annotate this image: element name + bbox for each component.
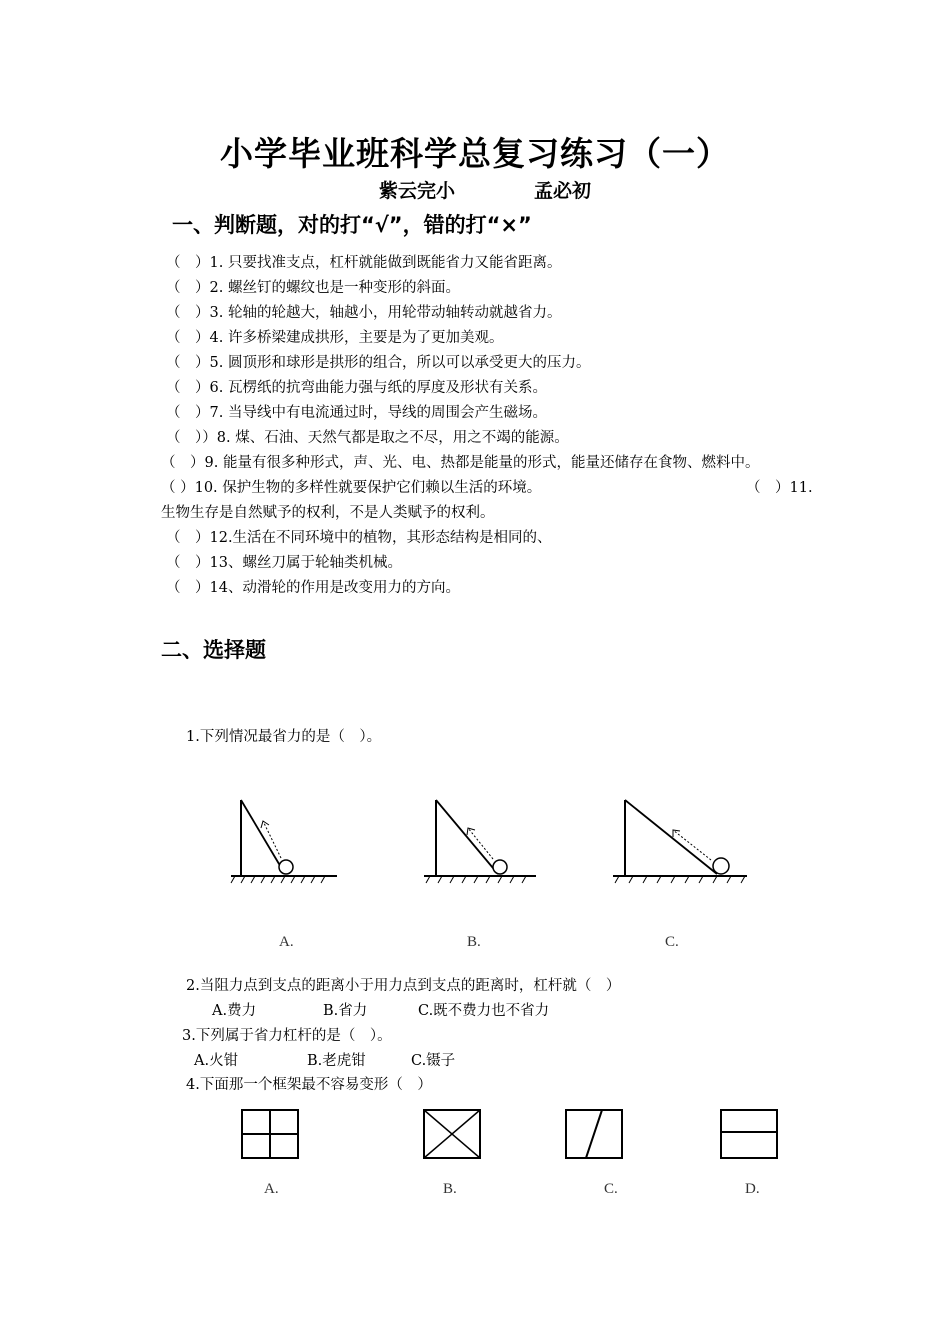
frame-figure-d — [719, 1108, 781, 1162]
option: A.费力 — [212, 1003, 257, 1019]
tf-item: （ ）11. — [746, 480, 813, 496]
question-1: 1.下列情况最省力的是（ ）。 — [186, 729, 382, 745]
tf-item: （ ）5. 圆顶形和球形是拱形的组合，所以可以承受更大的压力。 — [166, 355, 591, 371]
author-name: 孟必初 — [534, 180, 592, 202]
figure-label-a: A. — [279, 934, 294, 950]
section2-heading: 二、选择题 — [161, 638, 266, 662]
option: C.镊子 — [411, 1053, 456, 1069]
frame-label-b: B. — [443, 1181, 457, 1197]
tf-item: （ ）12.生活在不同环境中的植物，其形态结构是相同的、 — [166, 530, 552, 546]
option: B.省力 — [323, 1003, 368, 1019]
option: A.火钳 — [194, 1053, 239, 1069]
section1-heading: 一、判断题，对的打“√”，错的打“×” — [172, 213, 532, 237]
tf-item: （ ）9. 能量有很多种形式，声、光、电、热都是能量的形式，能量还储存在食物、燃料中。 — [161, 455, 760, 471]
figure-label-b: B. — [467, 934, 481, 950]
incline-figure-a — [225, 790, 345, 890]
tf-item: （ ）4. 许多桥梁建成拱形，主要是为了更加美观。 — [166, 330, 504, 346]
tf-item: （ ）1. 只要找准支点，杠杆就能做到既能省力又能省距离。 — [166, 255, 562, 271]
question-2: 2.当阻力点到支点的距离小于用力点到支点的距离时，杠杆就（ ） — [186, 978, 621, 994]
option: C.既不费力也不省力 — [418, 1003, 550, 1019]
school-name: 紫云完小 — [379, 180, 456, 202]
incline-figure-b — [420, 790, 545, 890]
frame-figure-a — [240, 1108, 302, 1162]
option: B.老虎钳 — [307, 1053, 366, 1069]
tf-item: （ ）7. 当导线中有电流通过时，导线的周围会产生磁场。 — [166, 405, 547, 421]
page-title: 小学毕业班科学总复习练习（一） — [220, 134, 730, 173]
tf-item: （ ））8. 煤、石油、天然气都是取之不尽，用之不竭的能源。 — [166, 430, 569, 446]
frame-label-c: C. — [604, 1181, 618, 1197]
incline-figure-c — [605, 790, 755, 890]
tf-item: 生物生存是自然赋予的权利，不是人类赋予的权利。 — [161, 505, 495, 521]
tf-item: （ ）14、动滑轮的作用是改变用力的方向。 — [166, 580, 460, 596]
tf-item: （ ）2. 螺丝钉的螺纹也是一种变形的斜面。 — [166, 280, 460, 296]
tf-item: （ ）10. 保护生物的多样性就要保护它们赖以生活的环境。 — [161, 480, 542, 496]
figure-label-c: C. — [665, 934, 679, 950]
frame-label-a: A. — [264, 1181, 279, 1197]
tf-item: （ ）6. 瓦楞纸的抗弯曲能力强与纸的厚度及形状有关系。 — [166, 380, 547, 396]
frame-figure-c — [564, 1108, 626, 1162]
frame-figure-b — [422, 1108, 484, 1162]
question-4: 4.下面那一个框架最不容易变形（ ） — [186, 1077, 432, 1093]
question-3: 3.下列属于省力杠杆的是（ ）。 — [182, 1028, 392, 1044]
tf-item: （ ）13、螺丝刀属于轮轴类机械。 — [166, 555, 402, 571]
frame-label-d: D. — [745, 1181, 760, 1197]
tf-item: （ ）3. 轮轴的轮越大，轴越小，用轮带动轴转动就越省力。 — [166, 305, 562, 321]
